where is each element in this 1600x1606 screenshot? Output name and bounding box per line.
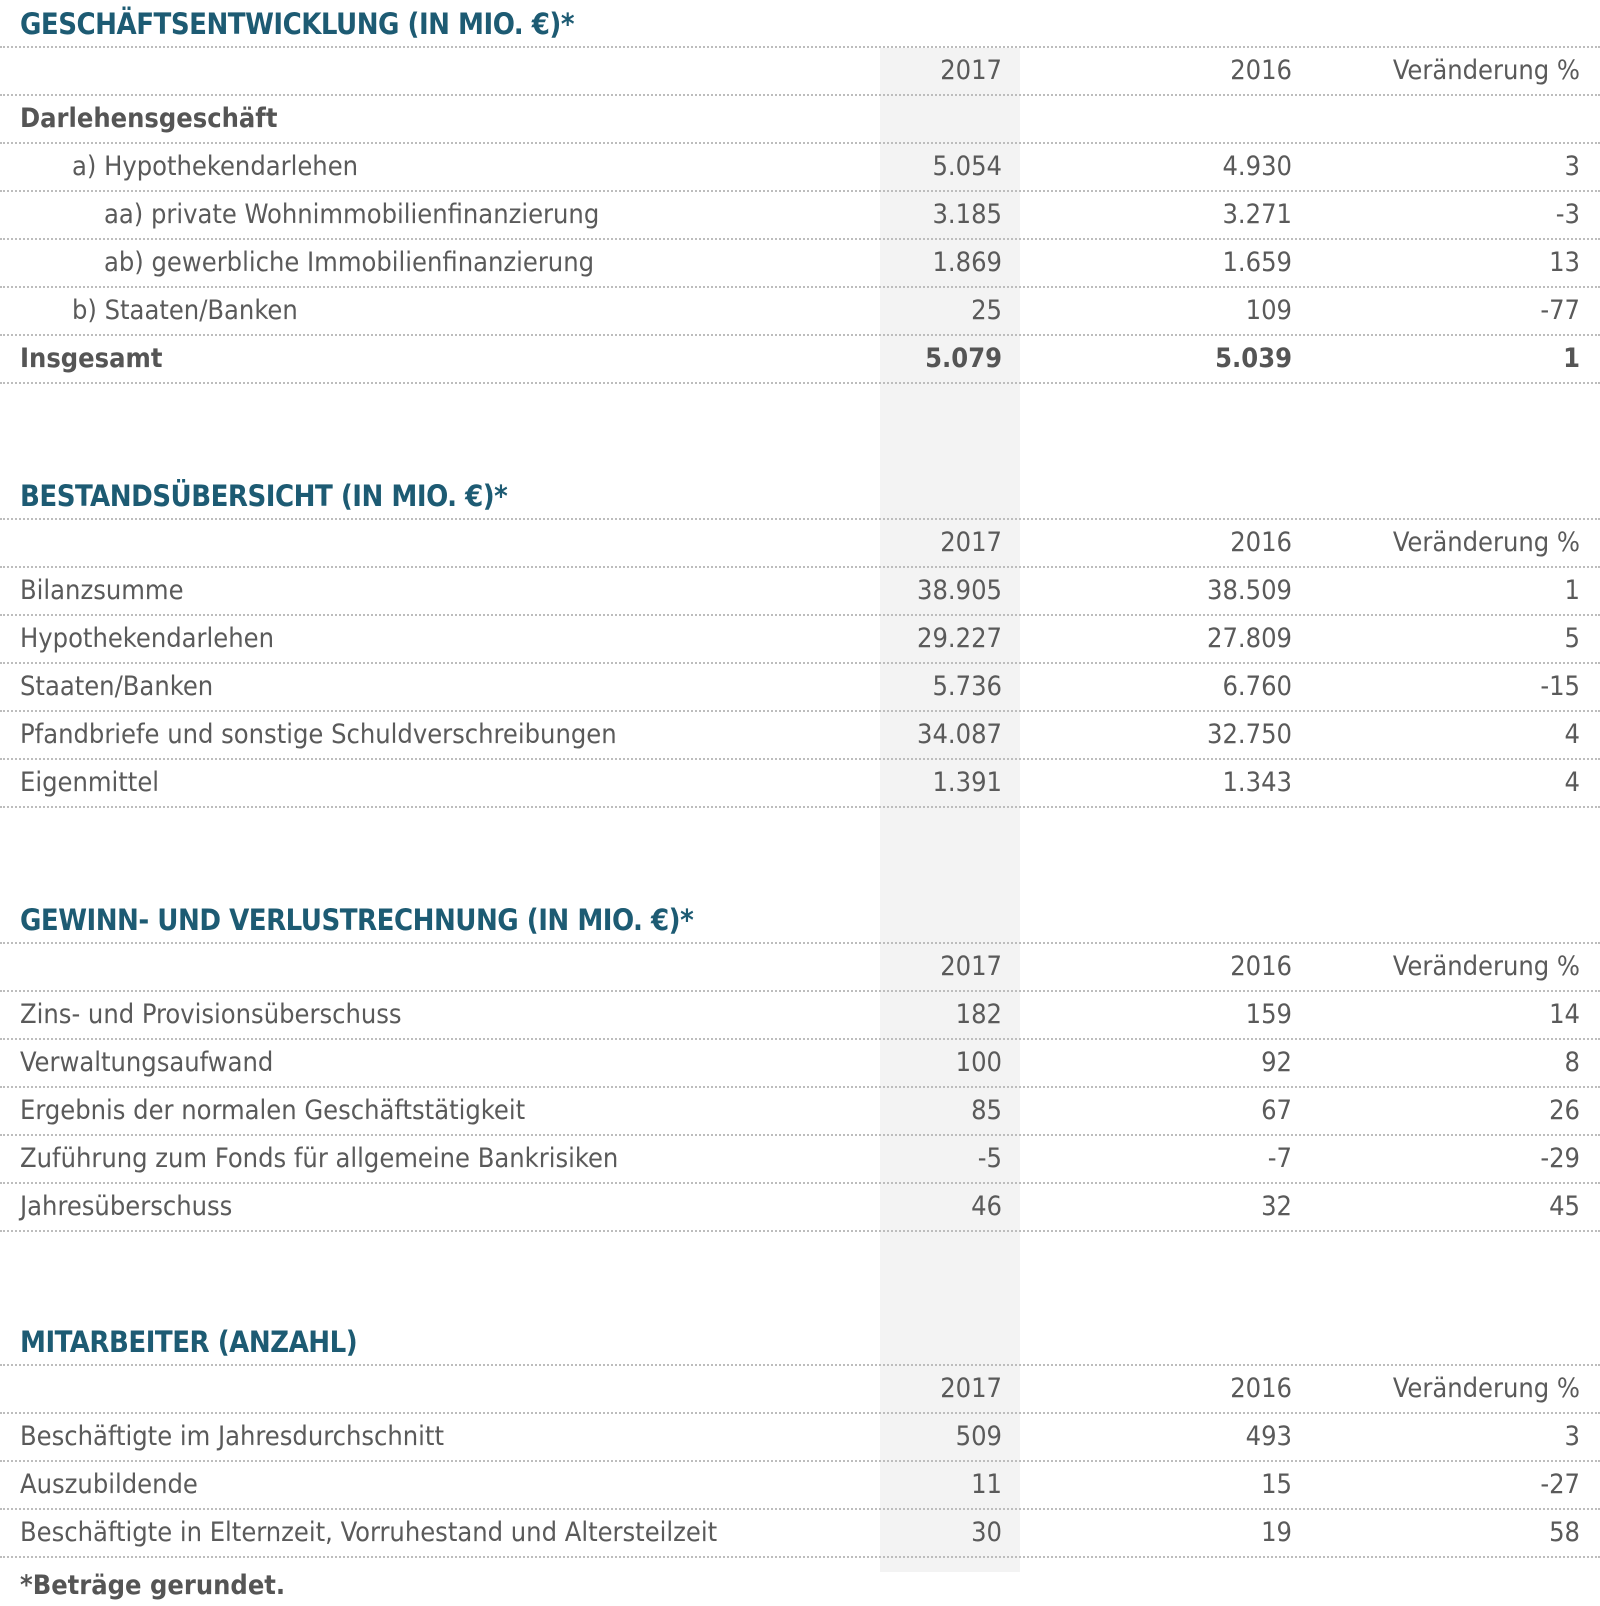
value-2017: 46 xyxy=(971,1191,1002,1222)
section-title: MITARBEITER (ANZAHL) xyxy=(20,1325,358,1359)
value-2016: 15 xyxy=(1261,1469,1292,1500)
value-change: 13 xyxy=(1549,247,1580,278)
table-header-row xyxy=(0,942,1600,990)
table-header-row xyxy=(0,1364,1600,1412)
value-2016: 6.760 xyxy=(1222,671,1292,702)
value-2017: 38.905 xyxy=(917,575,1002,606)
value-change: -29 xyxy=(1540,1143,1580,1174)
row-label: Pfandbriefe und sonstige Schuldverschreibungen xyxy=(20,719,617,750)
table-row xyxy=(0,94,1600,142)
value-change: 3 xyxy=(1564,151,1580,182)
row-label: Zins- und Provisionsüberschuss xyxy=(20,999,402,1030)
value-2017: 3.185 xyxy=(932,199,1002,230)
row-label: Auszubildende xyxy=(20,1469,198,1500)
header-change: Veränderung % xyxy=(1392,1373,1580,1404)
value-2017: 5.736 xyxy=(932,671,1002,702)
value-2016: 27.809 xyxy=(1207,623,1292,654)
row-label: Jahresüberschuss xyxy=(20,1191,233,1222)
value-2017: 509 xyxy=(955,1421,1002,1452)
table-row xyxy=(0,190,1600,238)
value-2017: 5.079 xyxy=(925,343,1002,374)
table-row-total xyxy=(0,334,1600,384)
table-row xyxy=(0,614,1600,662)
value-change: 45 xyxy=(1549,1191,1580,1222)
value-2016: 38.509 xyxy=(1207,575,1292,606)
table-row xyxy=(0,1460,1600,1508)
header-change: Veränderung % xyxy=(1392,527,1580,558)
header-2017: 2017 xyxy=(940,55,1002,86)
table-row xyxy=(0,758,1600,808)
row-label: Zuführung zum Fonds für allgemeine Bankrisiken xyxy=(20,1143,619,1174)
row-label: b) Staaten/Banken xyxy=(72,295,298,326)
value-2016: 32 xyxy=(1261,1191,1292,1222)
value-2017: 11 xyxy=(971,1469,1002,1500)
table-row xyxy=(0,566,1600,614)
table-row xyxy=(0,286,1600,334)
value-2016: 19 xyxy=(1261,1517,1292,1548)
value-change: 58 xyxy=(1549,1517,1580,1548)
header-2016: 2016 xyxy=(1230,951,1292,982)
header-2017: 2017 xyxy=(940,1373,1002,1404)
section-title: GESCHÄFTSENTWICKLUNG (IN MIO. €)* xyxy=(20,7,574,41)
value-change: 4 xyxy=(1564,767,1580,798)
value-change: 3 xyxy=(1564,1421,1580,1452)
value-2017: 25 xyxy=(971,295,1002,326)
header-2017: 2017 xyxy=(940,527,1002,558)
table-row xyxy=(0,1086,1600,1134)
table-header-row xyxy=(0,46,1600,94)
value-change: 1 xyxy=(1563,343,1580,374)
header-change: Veränderung % xyxy=(1392,951,1580,982)
row-label: a) Hypothekendarlehen xyxy=(72,151,359,182)
section-title: GEWINN- UND VERLUSTRECHNUNG (IN MIO. €)* xyxy=(20,903,694,937)
table-row xyxy=(0,990,1600,1038)
row-label: Beschäftigte in Elternzeit, Vorruhestand und Altersteilzeit xyxy=(20,1517,718,1548)
table-row xyxy=(0,662,1600,710)
value-2016: 92 xyxy=(1261,1047,1292,1078)
value-change: 1 xyxy=(1564,575,1580,606)
table-row xyxy=(0,238,1600,286)
header-2017: 2017 xyxy=(940,951,1002,982)
row-label: Verwaltungsaufwand xyxy=(20,1047,274,1078)
value-change: -15 xyxy=(1540,671,1580,702)
table-row xyxy=(0,1038,1600,1086)
value-change: -27 xyxy=(1540,1469,1580,1500)
section-title: BESTANDSÜBERSICHT (IN MIO. €)* xyxy=(20,479,508,513)
row-label: aa) private Wohnimmobilienfinanzierung xyxy=(104,199,600,230)
header-change: Veränderung % xyxy=(1392,55,1580,86)
table-row xyxy=(0,1134,1600,1182)
row-label: Hypothekendarlehen xyxy=(20,623,274,654)
value-change: 14 xyxy=(1549,999,1580,1030)
value-2017: 5.054 xyxy=(932,151,1002,182)
value-2016: 109 xyxy=(1245,295,1292,326)
value-2016: 1.659 xyxy=(1222,247,1292,278)
value-2017: 1.869 xyxy=(932,247,1002,278)
value-2017: 30 xyxy=(971,1517,1002,1548)
header-2016: 2016 xyxy=(1230,527,1292,558)
value-change: 26 xyxy=(1549,1095,1580,1126)
value-2016: 4.930 xyxy=(1222,151,1292,182)
value-change: 8 xyxy=(1564,1047,1580,1078)
table-row xyxy=(0,1182,1600,1232)
value-2016: 3.271 xyxy=(1222,199,1292,230)
value-2017: 100 xyxy=(955,1047,1002,1078)
row-label: Eigenmittel xyxy=(20,767,160,798)
value-2016: 159 xyxy=(1245,999,1292,1030)
value-2017: 182 xyxy=(955,999,1002,1030)
table-row xyxy=(0,710,1600,758)
value-2017: -5 xyxy=(977,1143,1002,1174)
table-row xyxy=(0,1508,1600,1558)
row-label: Bilanzsumme xyxy=(20,575,184,606)
value-2016: 493 xyxy=(1245,1421,1292,1452)
value-2017: 1.391 xyxy=(932,767,1002,798)
header-2016: 2016 xyxy=(1230,1373,1292,1404)
row-label: Insgesamt xyxy=(20,343,163,374)
value-change: -3 xyxy=(1555,199,1580,230)
value-2017: 29.227 xyxy=(917,623,1002,654)
value-2016: 1.343 xyxy=(1222,767,1292,798)
value-2017: 85 xyxy=(971,1095,1002,1126)
value-change: -77 xyxy=(1540,295,1580,326)
value-change: 5 xyxy=(1564,623,1580,654)
row-label: Beschäftigte im Jahresdurchschnitt xyxy=(20,1421,444,1452)
value-2017: 34.087 xyxy=(917,719,1002,750)
row-label: ab) gewerbliche Immobilienfinanzierung xyxy=(104,247,595,278)
value-2016: -7 xyxy=(1267,1143,1292,1174)
footnote: *Beträge gerundet. xyxy=(20,1570,286,1601)
value-2016: 5.039 xyxy=(1215,343,1292,374)
value-change: 4 xyxy=(1564,719,1580,750)
row-label: Ergebnis der normalen Geschäftstätigkeit xyxy=(20,1095,526,1126)
value-2016: 67 xyxy=(1261,1095,1292,1126)
header-2016: 2016 xyxy=(1230,55,1292,86)
table-row xyxy=(0,1412,1600,1460)
row-label: Darlehensgeschäft xyxy=(20,103,278,134)
row-label: Staaten/Banken xyxy=(20,671,214,702)
value-2016: 32.750 xyxy=(1207,719,1292,750)
table-header-row xyxy=(0,518,1600,566)
table-row xyxy=(0,142,1600,190)
